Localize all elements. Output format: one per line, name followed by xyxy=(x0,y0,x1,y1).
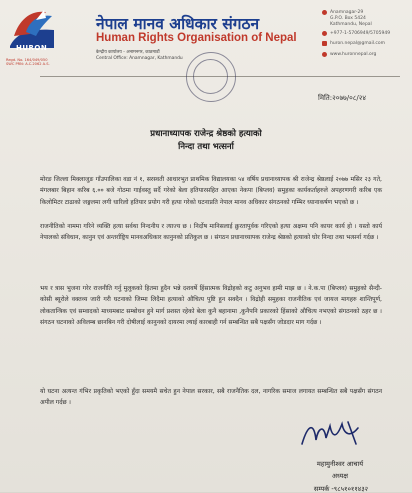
registration-line: Regd. No. 164/049/050 xyxy=(6,58,48,62)
office-english: Central Office: Anamnagar, Kathmandu xyxy=(96,55,183,61)
address-line: Anamnagar-29 xyxy=(330,10,364,15)
body-paragraph: मोरङ जिल्ला मिक्लाजुङ गाँउपालिका वडा नं १, सरस्वती आधारभुत प्राथमिक विद्यालयका ५४ वर्षिय प्रधानाध्यापक श्री राजेन्द्र श्रेष्ठलाई २०७७ मसिर २३ गते, मंगलबार बिहान करिब ६.०० बजे गोठमा गाईवस्तु सर्दै गरेको बेला हतियारसहित आएका नेकपा (बिप्लव) समुहका कार्यकर्ताहरुले अपहरणगरी करिब एक किलोमिटर टाढाको जङ्गलमा लगी धारिलो हतियार प्रयोग गरी हत्या गरेको घटनाप्रति नेपाल मानव अधिकार संगठनको गम्भिर ध्यानाकर्षण भएको छ । xyxy=(40,176,382,206)
signatory-role: अध्यक्ष xyxy=(331,472,349,480)
phone-icon xyxy=(322,31,327,36)
huron-logo xyxy=(6,6,58,54)
email-icon xyxy=(322,41,327,46)
registration-line: SWC PRN: A.C.2062 A.S. xyxy=(6,62,50,67)
organisation-seal xyxy=(186,52,236,102)
body-paragraph: भय र त्रास भुजना गरेर राजनीति गर्नु मुलुकको हितमा हुदैन भन्ने दशवर्षे हिंसात्मक विद्रोहको कटु अनुभव हामी माझ छ । ने.क.पा (बिप्लव) समुहको सैन्दी-कोसी ब्यूरोले वक्तव्य जारी गरी घटनाको जिम्मा लिदैमा हत्याको औचित्य पुष्टि हुन सक्दैन । विद्रोही समुहका राजनीतिक एवं जायज मागहरु शान्तिपूर्ण, लोकतान्त्रिक एवं सम्वादको माध्यमबाट सम्बोधन हुने मार्ग प्रशस्त रहेको बेला कुनै बहानामा ,कुनैपनि प्रकारको हिंसाको औचित्य नभएको संगठनको ठहर छ । संगठन घटनाको अविलम्ब छानबिन गरी दोषीलाई कानुनको दायरमा ल्याई कारबाही गर्न सम्बन्धित सबै पक्षसँग जोडदार माग गर्दछ । xyxy=(40,285,382,327)
address-line: G.P.O. Box 5424 xyxy=(330,16,366,22)
phone-text: +977-1-5706949/5705949 xyxy=(330,30,391,36)
body-paragraph: यो घटना अत्यन्त गंभिर प्रकृतिको भएकोे हुँदा समयमै सचेत हुन नेपाल सरकार, सबै राजनैतिक दल, नागरिक समाज लगायत सम्बन्धित सबै पक्षसँग संगठन अपील गर्दछ । xyxy=(40,388,382,407)
address-line: Kathmandu, Nepal xyxy=(330,22,372,28)
signatory-contact: सम्पर्क -९८५१०११४३२ xyxy=(313,485,369,493)
email-text[interactable]: huron.nepal@gmail.com xyxy=(330,41,386,47)
globe-icon xyxy=(322,52,327,57)
letter-subtitle: निन्दा तथा भत्सर्ना xyxy=(178,142,234,152)
contact-address xyxy=(322,10,410,28)
org-name-english: Human Rights Organisation of Nepal xyxy=(96,32,297,44)
contact-email[interactable] xyxy=(322,39,410,50)
web-text[interactable]: www.huronnepal.org xyxy=(330,51,377,57)
logo-wordmark: HURON xyxy=(16,44,48,52)
contact-phone xyxy=(322,28,410,39)
org-name-nepali: नेपाल मानव अधिकार संगठन xyxy=(96,15,260,33)
office-nepali: केन्द्रीय कार्यालय - अनामनगर, काठमाडौं xyxy=(96,50,160,55)
letter-date: मिति:२०७७/०८/२४ xyxy=(318,94,366,102)
contact-block xyxy=(322,10,410,60)
contact-web[interactable] xyxy=(322,49,410,60)
location-pin-icon xyxy=(322,10,327,15)
letter-title: प्रधानाध्यापक राजेन्द्र श्रेष्ठको हत्याको xyxy=(150,129,262,139)
handwritten-signature xyxy=(298,418,368,450)
signatory-name: महामुनीश्वर आचार्य xyxy=(316,460,364,468)
registration-info xyxy=(6,58,66,67)
body-paragraph: राजनीतिको नाममा गरिने व्यक्ति हत्या सर्वथा निन्दनीय र त्याज्य छ । निर्दोष मानिसलाई क्रुरतापुर्वक गरिएको हत्या अक्षम्य पनि कायर कार्य हो । यस्तो कार्य नेपालको संविधान, कानुन एवं अन्तर्राष्ट्रिय मानवअधिकार कानुनको प्रतिकुल छ । संगठन प्रधानाध्यापक राजेन्द्र श्रेष्ठको हत्याको घोर निन्दा तथा भत्सर्ना गर्दछ । xyxy=(40,223,382,242)
